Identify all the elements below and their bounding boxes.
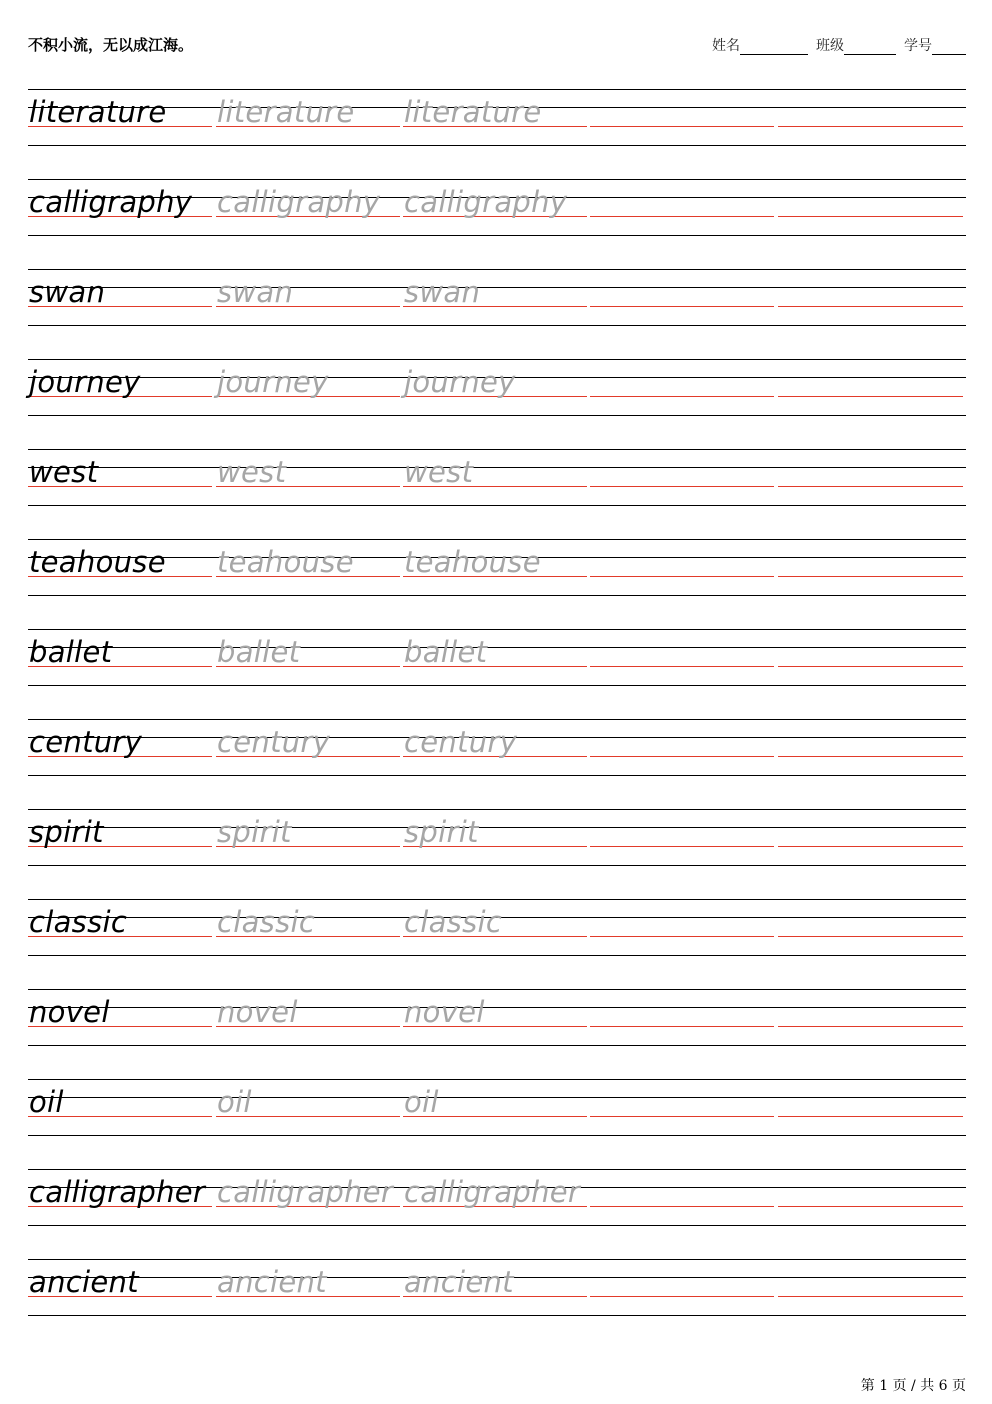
trace-word: literature bbox=[217, 95, 355, 129]
model-word: west bbox=[29, 455, 99, 489]
model-word: journey bbox=[29, 365, 141, 399]
writing-space[interactable] bbox=[590, 809, 774, 865]
practice-row bbox=[28, 809, 966, 865]
trace-word: oil bbox=[404, 1085, 439, 1119]
writing-space[interactable] bbox=[778, 809, 963, 865]
writing-space[interactable] bbox=[778, 719, 963, 775]
trace-word: century bbox=[217, 725, 331, 759]
guide-line bbox=[28, 415, 966, 416]
writing-space[interactable] bbox=[778, 89, 963, 145]
guide-line bbox=[28, 1045, 966, 1046]
practice-row bbox=[28, 629, 966, 685]
trace-word: novel bbox=[217, 995, 298, 1029]
trace-word: journey bbox=[217, 365, 329, 399]
writing-space[interactable] bbox=[778, 539, 963, 595]
practice-row bbox=[28, 1079, 966, 1135]
practice-row bbox=[28, 359, 966, 415]
guide-line bbox=[28, 505, 966, 506]
trace-word: teahouse bbox=[217, 545, 354, 579]
practice-row bbox=[28, 719, 966, 775]
trace-word: century bbox=[404, 725, 518, 759]
writing-space[interactable] bbox=[590, 719, 774, 775]
writing-space[interactable] bbox=[590, 179, 774, 235]
guide-line bbox=[28, 1135, 966, 1136]
guide-line bbox=[28, 775, 966, 776]
writing-space[interactable] bbox=[590, 989, 774, 1045]
writing-space[interactable] bbox=[590, 1169, 774, 1225]
trace-word: literature bbox=[404, 95, 542, 129]
writing-space[interactable] bbox=[590, 1079, 774, 1135]
guide-line bbox=[28, 1225, 966, 1226]
trace-word: calligraphy bbox=[404, 185, 568, 219]
trace-word: teahouse bbox=[404, 545, 541, 579]
writing-space[interactable] bbox=[590, 539, 774, 595]
motto: 不积小流，无以成江海。 bbox=[28, 36, 194, 54]
model-word: novel bbox=[29, 995, 110, 1029]
trace-word: classic bbox=[404, 905, 503, 939]
writing-space[interactable] bbox=[778, 899, 963, 955]
model-word: classic bbox=[29, 905, 128, 939]
trace-word: spirit bbox=[217, 815, 292, 849]
model-word: calligraphy bbox=[29, 185, 193, 219]
practice-row bbox=[28, 89, 966, 145]
writing-space[interactable] bbox=[778, 449, 963, 505]
practice-row bbox=[28, 539, 966, 595]
writing-space[interactable] bbox=[778, 179, 963, 235]
writing-space[interactable] bbox=[590, 629, 774, 685]
practice-row bbox=[28, 269, 966, 325]
writing-space[interactable] bbox=[778, 269, 963, 325]
trace-word: novel bbox=[404, 995, 485, 1029]
trace-word: west bbox=[217, 455, 287, 489]
model-word: ballet bbox=[29, 635, 113, 669]
practice-row bbox=[28, 1169, 966, 1225]
writing-space[interactable] bbox=[778, 1259, 963, 1315]
practice-row bbox=[28, 989, 966, 1045]
model-word: oil bbox=[29, 1085, 64, 1119]
model-word: ancient bbox=[29, 1265, 139, 1299]
model-word: century bbox=[29, 725, 143, 759]
model-word: teahouse bbox=[29, 545, 166, 579]
page-number: 第 1 页 / 共 6 页 bbox=[860, 1378, 966, 1394]
trace-word: swan bbox=[404, 275, 481, 309]
writing-space[interactable] bbox=[778, 629, 963, 685]
writing-space[interactable] bbox=[778, 989, 963, 1045]
name-label: 姓名 bbox=[712, 38, 740, 54]
model-word: calligrapher bbox=[29, 1175, 206, 1209]
trace-word: ballet bbox=[217, 635, 301, 669]
practice-row bbox=[28, 899, 966, 955]
guide-line bbox=[28, 685, 966, 686]
model-word: swan bbox=[29, 275, 106, 309]
writing-space[interactable] bbox=[778, 1079, 963, 1135]
trace-word: journey bbox=[404, 365, 516, 399]
writing-space[interactable] bbox=[778, 1169, 963, 1225]
guide-line bbox=[28, 325, 966, 326]
guide-line bbox=[28, 865, 966, 866]
writing-space[interactable] bbox=[590, 269, 774, 325]
practice-row bbox=[28, 449, 966, 505]
practice-row bbox=[28, 179, 966, 235]
guide-line bbox=[28, 1315, 966, 1316]
writing-space[interactable] bbox=[590, 449, 774, 505]
writing-space[interactable] bbox=[590, 1259, 774, 1315]
trace-word: calligrapher bbox=[217, 1175, 394, 1209]
trace-word: west bbox=[404, 455, 474, 489]
trace-word: calligrapher bbox=[404, 1175, 581, 1209]
trace-word: ancient bbox=[404, 1265, 514, 1299]
trace-word: classic bbox=[217, 905, 316, 939]
class-label: 班级 bbox=[816, 38, 844, 54]
trace-word: calligraphy bbox=[217, 185, 381, 219]
trace-word: spirit bbox=[404, 815, 479, 849]
guide-line bbox=[28, 595, 966, 596]
trace-word: ballet bbox=[404, 635, 488, 669]
practice-row bbox=[28, 1259, 966, 1315]
guide-line bbox=[28, 955, 966, 956]
writing-space[interactable] bbox=[590, 899, 774, 955]
writing-space[interactable] bbox=[590, 89, 774, 145]
guide-line bbox=[28, 235, 966, 236]
trace-word: ancient bbox=[217, 1265, 327, 1299]
guide-line bbox=[28, 145, 966, 146]
model-word: literature bbox=[29, 95, 167, 129]
trace-word: oil bbox=[217, 1085, 252, 1119]
writing-space[interactable] bbox=[778, 359, 963, 415]
writing-space[interactable] bbox=[590, 359, 774, 415]
id-label: 学号 bbox=[904, 38, 932, 54]
trace-word: swan bbox=[217, 275, 294, 309]
model-word: spirit bbox=[29, 815, 104, 849]
